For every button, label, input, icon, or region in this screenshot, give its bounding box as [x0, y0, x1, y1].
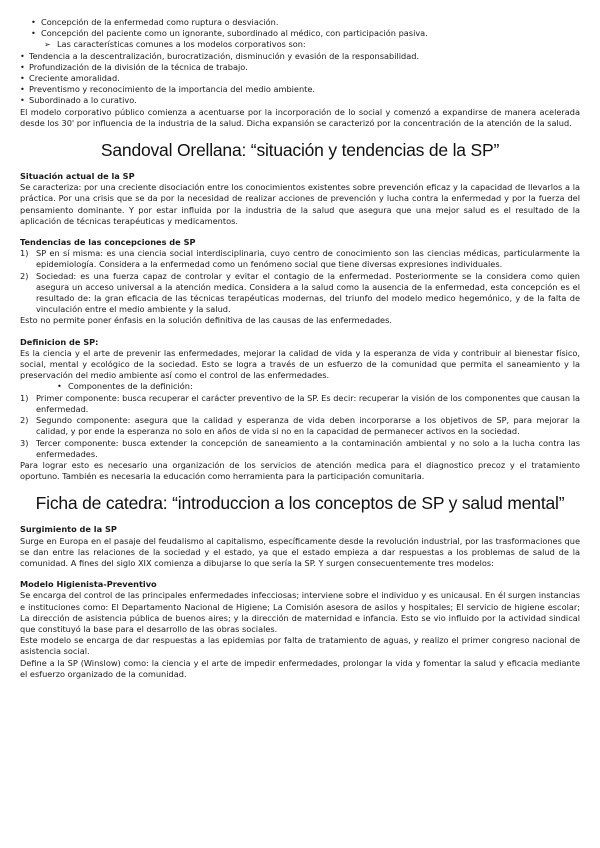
arrow-list-item: ➢ Las características comunes a los modelos corporativos son: — [20, 39, 580, 50]
list-text: Primer componente: busca recuperar el carácter preventivo de la SP. Es decir: recuperar la visión de los componentes que causan la enfermedad. — [36, 392, 580, 414]
paragraph: Es la ciencia y el arte de prevenir las enfermedades, mejorar la calidad de vida y la esperanza de vida y contribuir al bienestar físico, social, mental y ecológico de la sociedad. Esto se logra a través de un esfuerzo de la comunidad que permita el saneamiento y la preservación del medio ambiente así como el control de las enfermedades. — [20, 347, 580, 381]
section-title: Ficha de catedra: “introduccion a los conceptos de SP y salud mental” — [35, 493, 565, 514]
list-item — [20, 248, 580, 270]
list-number: 2) — [20, 415, 29, 426]
list-item: • Preventismo y reconocimiento de la importancia del medio ambiente. — [20, 84, 580, 95]
list-text: SP en sí misma: es una ciencia social interdisciplinaria, cuyo centro de conocimiento son las ciencias médicas, particularmente la epidemiología. Considera a la enfermedad como un fenómeno social que tiene diversas expresiones individuales. — [36, 248, 580, 270]
paragraph: Esto no permite poner énfasis en la solución definitiva de las causas de las enfermedades. — [20, 315, 392, 326]
list-item: • Tendencia a la descentralización, burocratización, disminución y evasión de la responsabilidad. — [20, 51, 580, 62]
paragraph: Se encarga del control de las principales enfermedades infecciosas; interviene sobre el individuo y es unicausal. En él surgen instancias e instituciones como: El Departamento Nacional de Higiene; La Comisión asesora de asilos y hospitales; El servicio de higiene escolar; La dirección de asistencia pública de buenos aires; y la dirección de maternidad e infancia. Esto se vio influido por la actividad sindical que constituyó la base para el desarrollo de las obras sociales. — [20, 590, 580, 634]
paragraph: Surge en Europa en el pasaje del feudalismo al capitalismo, específicamente desde la revolución industrial, por las trasformaciones que se dan entre las relaciones de la sociedad y el estado, ya que el estado empieza a dar respuestas a los problemas de salud de la comunidad. A fines del siglo XIX comienza a dibujarse lo que sería la SP. Y surgen consecuentemente tres modelos: — [20, 535, 580, 568]
paragraph: Este modelo se encarga de dar respuestas a las epidemias por falta de tratamiento de aguas, y realizo el primer congreso nacional de asistencia social. — [20, 635, 580, 657]
list-item: • Componentes de la definición: — [20, 381, 580, 392]
subheading: Tendencias de las concepciones de SP — [20, 237, 196, 248]
subheading: Modelo Higienista-Preventivo — [20, 579, 157, 590]
top-bullet-list — [20, 17, 580, 107]
paragraph: Define a la SP (Winslow) como: la ciencia y el arte de impedir enfermedades, prolongar la vida y fomentar la salud y eficacia mediante el esfuerzo organizado de la comunidad. — [20, 657, 580, 679]
list-item — [20, 393, 580, 415]
list-item: • Profundización de la división de la técnica de trabajo. — [20, 62, 580, 73]
list-item — [20, 271, 580, 316]
paragraph: Se caracteriza: por una creciente disociación entre los conocimientos existentes sobre prevención eficaz y la capacidad de llevarlos a la práctica. Por una crisis que se da por la necesidad de realizar acciones de prevención y lucha contra la enfermedad y por la fuerza del pensamiento dominante. Y por estar influida por la industria de la salud que asegura que una mejor salud es el resultado de la aplicación de técnicas terapéuticas y medicamentos. — [20, 182, 580, 226]
section-title: Sandoval Orellana: “situación y tendencias de la SP” — [100, 140, 500, 161]
paragraph: Para lograr esto es necesario una organización de los servicios de atención medica para el diagnostico precoz y el tratamiento oportuno. También es necesaria la educación como herramienta para la participación comunitaria. — [20, 459, 580, 482]
list-item: • Creciente amoralidad. — [20, 73, 580, 84]
bullet-list — [20, 381, 580, 392]
list-text: Segundo componente: asegura que la calidad y esperanza de vida deben incorporarse a los objetivos de SP, para mejorar la calidad, y por ende la esperanza no solo en años de vida si no en la capacidad de permanecer activos en la sociedad. — [36, 415, 580, 437]
list-item: • Subordinado a lo curativo. — [20, 95, 580, 106]
list-number: 1) — [20, 392, 29, 403]
list-number: 2) — [20, 270, 29, 281]
list-item: • Concepción del paciente como un ignorante, subordinado al médico, con participación pasiva. — [20, 28, 580, 39]
list-item — [20, 415, 580, 437]
subheading: Surgimiento de la SP — [20, 524, 117, 535]
list-number: 3) — [20, 437, 29, 448]
subheading: Definicion de SP: — [20, 336, 99, 347]
list-item: • Concepción de la enfermedad como ruptura o desviación. — [20, 17, 580, 28]
numbered-list — [20, 393, 580, 460]
numbered-list — [20, 248, 580, 315]
list-text: Sociedad: es una fuerza capaz de controlar y evitar el contagio de la enfermedad. Posteriormente se la considera como quien asegura un acceso universal a la atención medica. Considera a la salud como la ausencia de la enfermedad, esta concepción es el resultado de: la gran eficacia de las técnicas terapéuticas modernas, del triunfo del modelo medico hegemónico, y de la falta de vinculación entre el medio ambiente y la salud. — [36, 270, 580, 315]
list-item — [20, 438, 580, 460]
subheading: Situación actual de la SP — [20, 171, 135, 182]
list-text: Tercer componente: busca extender la concepción de saneamiento a la contaminación ambiental y no solo a la lucha contra las enfermedades. — [36, 437, 580, 459]
paragraph: El modelo corporativo público comienza a acentuarse por la incorporación de lo social y comenzó a expandirse de manera acelerada desde los 30' por influencia de la industria de la salud. Dicha expansión se caracterizó por la concentración de la atención de la salud. — [20, 106, 580, 128]
list-number: 1) — [20, 248, 29, 259]
